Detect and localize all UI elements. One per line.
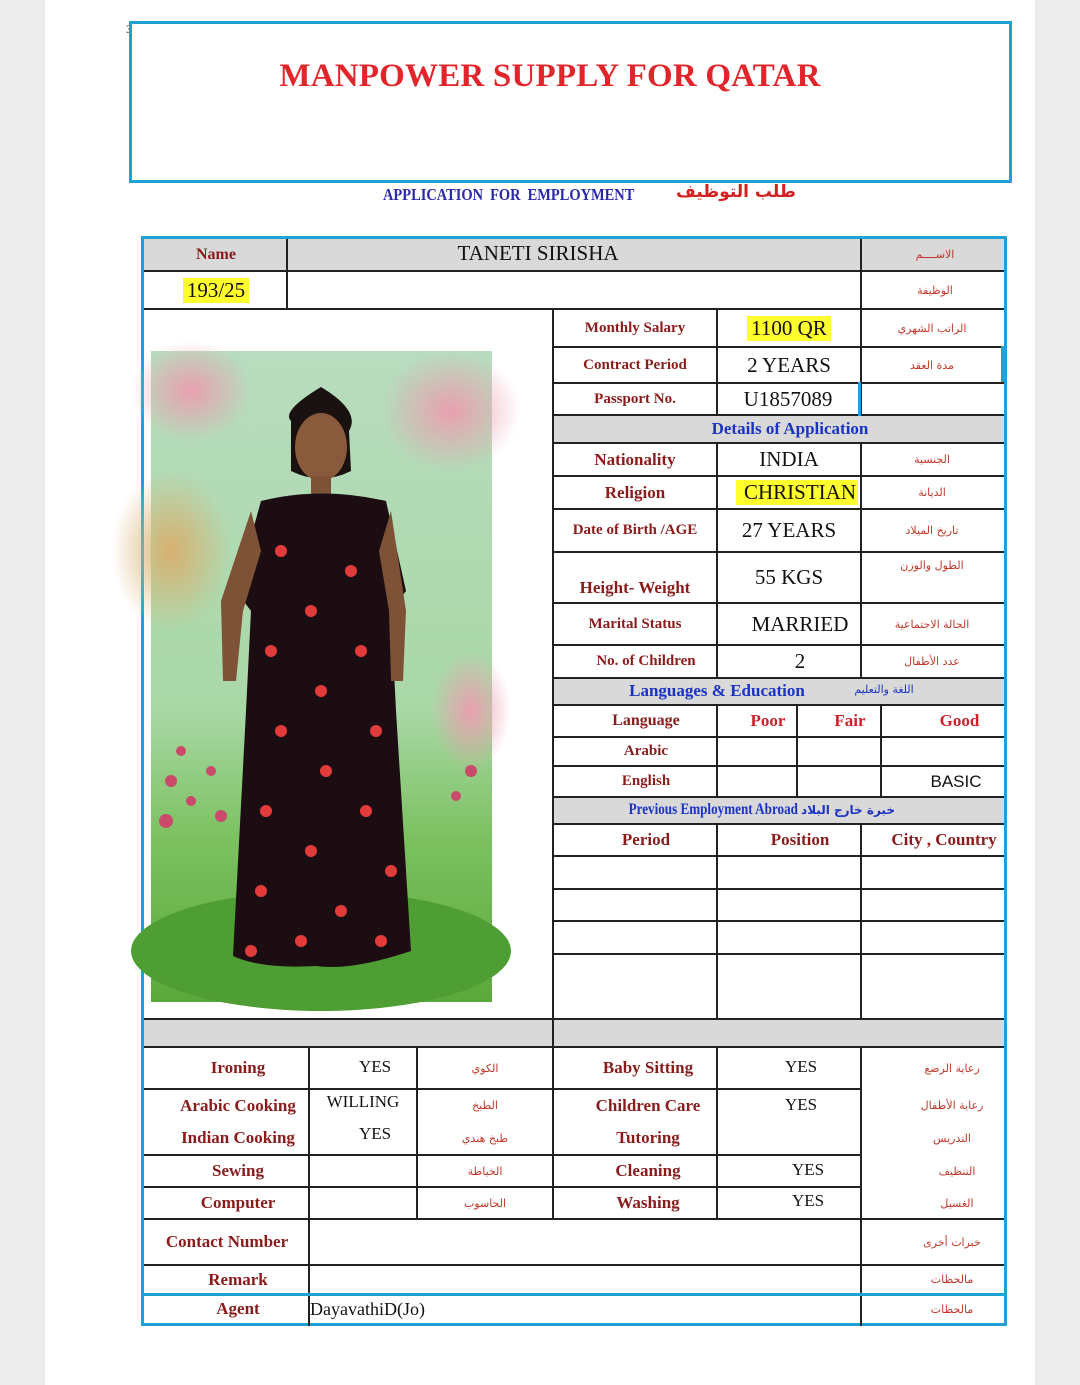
languages-section-title: Languages & Education bbox=[629, 681, 805, 700]
cleaning-value: YES bbox=[791, 1160, 825, 1179]
english-good-value: BASIC bbox=[930, 771, 982, 791]
ironing-arabic: الكوي bbox=[471, 1061, 499, 1075]
remark-arabic: مالحظات bbox=[930, 1273, 974, 1286]
dob-age-value: 27 YEARS bbox=[741, 518, 837, 542]
monthly-salary-arabic: الراتب الشهري bbox=[897, 321, 967, 335]
height-weight-label: Height- Weight bbox=[579, 578, 691, 597]
children-arabic: عدد الأطفال bbox=[904, 655, 960, 668]
children-value: 2 bbox=[794, 649, 806, 673]
agent-arabic: مالحظات bbox=[930, 1302, 974, 1316]
children-label: No. of Children bbox=[596, 653, 696, 669]
contact-number-value bbox=[310, 1220, 860, 1264]
page-number-mark: 3 bbox=[126, 22, 132, 36]
marital-status-label: Marital Status bbox=[588, 615, 682, 632]
washing-arabic: الغسيل bbox=[940, 1196, 974, 1210]
contract-period-arabic: مدة العقد bbox=[910, 358, 954, 372]
sewing-arabic: الخياطة bbox=[467, 1164, 503, 1178]
fair-header: Fair bbox=[834, 711, 866, 730]
position-header: Position bbox=[770, 830, 830, 849]
passport-label: Passport No. bbox=[594, 390, 676, 407]
cleaning-label: Cleaning bbox=[615, 1161, 681, 1180]
indian-cooking-arabic: طبخ هندي bbox=[461, 1131, 509, 1145]
poor-header: Poor bbox=[750, 711, 786, 730]
marital-status-arabic: الحالة الاجتماعية bbox=[894, 617, 970, 631]
washing-label: Washing bbox=[616, 1193, 680, 1212]
applicant-photo bbox=[151, 351, 492, 1002]
form-subtitle-arabic: طلب التوظيف bbox=[676, 182, 796, 202]
baby-sitting-arabic: رعاية الرضع bbox=[924, 1061, 980, 1075]
computer-arabic: الحاسوب bbox=[463, 1196, 507, 1210]
indian-cooking-label: Indian Cooking bbox=[181, 1128, 295, 1147]
remark-value bbox=[310, 1266, 860, 1293]
reference-arabic: الوظيفة bbox=[917, 283, 953, 297]
tutoring-label: Tutoring bbox=[616, 1128, 680, 1147]
nationality-value: INDIA bbox=[759, 447, 819, 471]
name-arabic: الاســــم bbox=[915, 248, 955, 261]
marital-status-value: MARRIED bbox=[751, 611, 849, 636]
nationality-label: Nationality bbox=[594, 449, 676, 469]
period-header: Period bbox=[621, 830, 671, 849]
languages-section-arabic: اللغة والتعليم bbox=[854, 682, 914, 696]
sewing-label: Sewing bbox=[212, 1161, 264, 1180]
children-care-arabic: رعاية الأطفال bbox=[920, 1099, 984, 1112]
reference-number: 193/25 bbox=[146, 272, 286, 308]
religion-label: Religion bbox=[604, 482, 666, 502]
religion-arabic: الديانة bbox=[918, 486, 946, 499]
monthly-salary-label: Monthly Salary bbox=[584, 319, 686, 336]
remark-label: Remark bbox=[208, 1269, 268, 1289]
city-country-header: City , Country bbox=[891, 830, 997, 849]
contact-number-label: Contact Number bbox=[165, 1232, 289, 1251]
agent-value: DayavathiD(Jo) bbox=[310, 1298, 425, 1319]
name-value: TANETI SIRISHA bbox=[457, 241, 619, 265]
good-header: Good bbox=[939, 711, 980, 730]
nationality-arabic: الجنسية bbox=[914, 453, 950, 466]
dob-age-label: Date of Birth /AGE bbox=[572, 522, 698, 538]
form-subtitle: APPLICATION FOR EMPLOYMENT bbox=[383, 185, 635, 204]
contact-number-arabic: خبرات أخرى bbox=[923, 1235, 981, 1249]
language-header: Language bbox=[612, 712, 680, 729]
baby-sitting-label: Baby Sitting bbox=[602, 1058, 694, 1077]
children-care-value: YES bbox=[784, 1094, 818, 1114]
children-care-label: Children Care bbox=[595, 1095, 701, 1115]
baby-sitting-value: YES bbox=[784, 1057, 818, 1076]
computer-label: Computer bbox=[200, 1193, 276, 1212]
title-box bbox=[129, 21, 1012, 183]
religion-value: CHRISTIAN bbox=[718, 477, 860, 508]
cleaning-arabic: التنظيف bbox=[938, 1164, 976, 1178]
height-weight-arabic: الطول والوزن bbox=[900, 558, 964, 572]
monthly-salary-value: 1100 QR bbox=[718, 310, 860, 346]
skills-separator-band bbox=[144, 1019, 1004, 1046]
name-label: Name bbox=[196, 245, 236, 263]
agent-label: Agent bbox=[216, 1299, 260, 1318]
washing-value: YES bbox=[791, 1191, 825, 1210]
arabic-language-label: Arabic bbox=[623, 743, 669, 759]
employment-section-arabic: خبرة خارج البلاد bbox=[801, 803, 895, 817]
passport-value: U1857089 bbox=[743, 386, 833, 411]
tutoring-arabic: التدريس bbox=[933, 1131, 971, 1145]
arabic-cooking-arabic: الطبخ bbox=[472, 1099, 498, 1112]
dob-age-arabic: تاريخ الميلاد bbox=[905, 524, 959, 537]
arabic-cooking-label: Arabic Cooking bbox=[180, 1095, 296, 1115]
contract-period-value: 2 YEARS bbox=[747, 352, 831, 377]
english-language-label: English bbox=[621, 773, 671, 789]
details-section-title: Details of Application bbox=[711, 419, 869, 438]
indian-cooking-value: YES bbox=[358, 1124, 392, 1143]
employment-section-title: Previous Employment Abroad bbox=[628, 801, 799, 818]
document-title: MANPOWER SUPPLY FOR QATAR bbox=[279, 58, 821, 94]
ironing-value: YES bbox=[358, 1057, 392, 1076]
arabic-cooking-value: WILLING bbox=[326, 1092, 400, 1111]
ironing-label: Ironing bbox=[210, 1058, 266, 1077]
height-weight-value: 55 KGS bbox=[754, 565, 824, 589]
contract-period-label: Contract Period bbox=[583, 356, 687, 373]
